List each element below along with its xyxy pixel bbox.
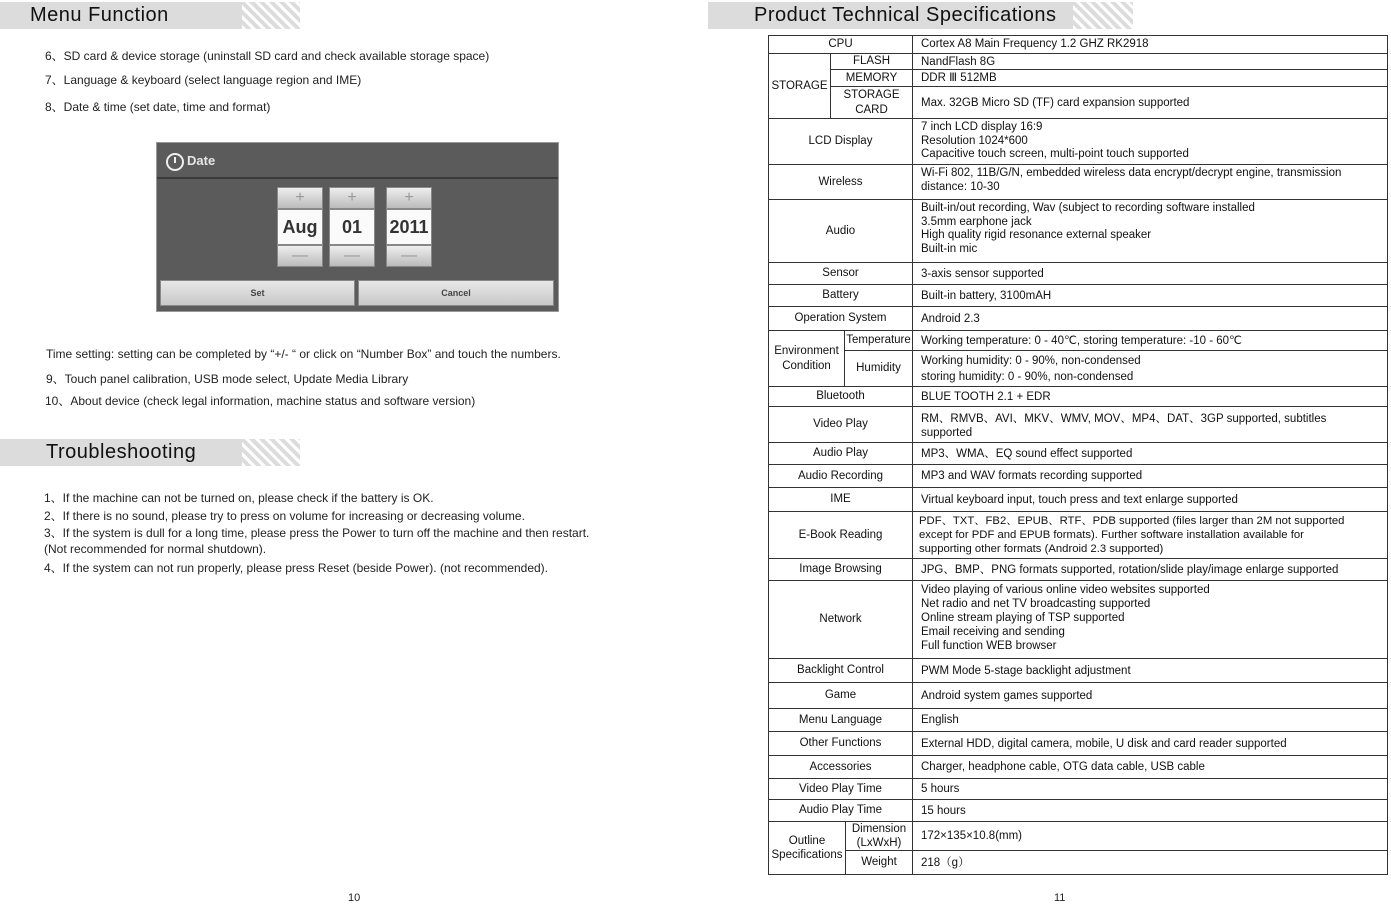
- spec-value-image: JPG、BMP、PNG formats supported, rotation/slide play/image enlarge supported: [912, 558, 1388, 581]
- spec-label-image: Image Browsing: [768, 558, 913, 581]
- spec-label-audio-time: Audio Play Time: [768, 799, 913, 822]
- spec-label-environment: Environment Condition: [768, 330, 845, 387]
- spec-value-accessories: Charger, headphone cable, OTG data cable, USB cable: [912, 755, 1388, 779]
- date-dialog: [156, 142, 559, 312]
- spec-value-humidity: Working humidity: 0 - 90%, non-condensed storing humidity: 0 - 90%, non-condensed: [912, 350, 1388, 387]
- spec-label-flash: FLASH: [830, 53, 913, 70]
- spec-value-audio: Built-in/out recording, Wav (subject to recording software installed 3.5mm earphone jack High quality rigid resonance external speaker Built-in mic: [912, 199, 1388, 263]
- spec-label-sensor: Sensor: [768, 262, 913, 285]
- menu-function-title: Menu Function: [30, 4, 169, 26]
- spec-label-humidity: Humidity: [844, 350, 913, 387]
- menu-item-10: 10、About device (check legal information, machine status and software version): [45, 394, 476, 408]
- set-button[interactable]: Set: [160, 280, 355, 306]
- spec-label-audio-play: Audio Play: [768, 442, 913, 465]
- menu-function-header: [0, 2, 300, 29]
- spec-label-audio-recording: Audio Recording: [768, 464, 913, 488]
- spec-label-ime: IME: [768, 487, 913, 512]
- spec-value-storage-card: Max. 32GB Micro SD (TF) card expansion supported: [912, 86, 1388, 119]
- spec-value-menu-language: English: [912, 708, 1388, 732]
- spec-label-video-time: Video Play Time: [768, 778, 913, 800]
- month-value[interactable]: Aug: [277, 209, 323, 245]
- spec-label-outline: Outline Specifications: [768, 821, 846, 875]
- spec-value-audio-recording: MP3 and WAV formats recording supported: [912, 464, 1388, 488]
- left-page: [0, 0, 690, 904]
- spec-label-ebook: E-Book Reading: [768, 511, 913, 559]
- spec-value-sensor: 3-axis sensor supported: [912, 262, 1388, 285]
- spec-label-wireless: Wireless: [768, 164, 913, 200]
- menu-item-8: 8、Date & time (set date, time and format): [45, 100, 271, 114]
- spec-label-dimension: Dimension (LxWxH): [845, 821, 913, 851]
- spec-value-dimension: 172×135×10.8(mm): [912, 821, 1388, 851]
- header-stripes: [242, 439, 300, 466]
- spec-label-weight: Weight: [845, 850, 913, 875]
- spec-value-flash: NandFlash 8G: [912, 53, 1388, 70]
- year-minus-button[interactable]: —: [386, 245, 432, 267]
- menu-item-7: 7、Language & keyboard (select language region and IME): [45, 73, 362, 87]
- page-number-left: 10: [348, 892, 361, 904]
- spec-label-memory: MEMORY: [830, 69, 913, 87]
- troubleshooting-header: [0, 439, 300, 466]
- spec-value-battery: Built-in battery, 3100mAH: [912, 284, 1388, 307]
- spec-value-wireless: Wi-Fi 802, 11B/G/N, embedded wireless data encrypt/decrypt engine, transmission distance: 10-30: [912, 164, 1388, 200]
- spec-label-cpu: CPU: [768, 35, 913, 54]
- day-picker: [329, 187, 375, 267]
- spec-value-cpu: Cortex A8 Main Frequency 1.2 GHZ RK2918: [912, 35, 1388, 54]
- spec-value-ebook: PDF、TXT、FB2、EPUB、RTF、PDB supported (files larger than 2M not supported except for PDF and EPUB formats). Further software installation available for supporting other formats (Android 2.3 supported): [912, 511, 1388, 559]
- spec-label-storage: STORAGE: [768, 53, 831, 119]
- spec-value-memory: DDR Ⅲ 512MB: [912, 69, 1388, 87]
- spec-table: [768, 35, 1388, 875]
- spec-label-game: Game: [768, 682, 913, 709]
- dialog-divider: [157, 177, 558, 179]
- day-minus-button[interactable]: —: [329, 245, 375, 267]
- specs-header: [708, 2, 1133, 29]
- spec-value-video: RM、RMVB、AVI、MKV、WMV, MOV、MP4、DAT、3GP supported, subtitles supported: [912, 406, 1388, 443]
- cancel-button[interactable]: Cancel: [358, 280, 554, 306]
- spec-value-bluetooth: BLUE TOOTH 2.1 + EDR: [912, 386, 1388, 407]
- menu-item-9: 9、Touch panel calibration, USB mode select, Update Media Library: [46, 372, 409, 386]
- time-setting-text: Time setting: setting can be completed by “+/- “ or click on “Number Box” and touch the numbers.: [46, 347, 561, 361]
- trouble-item-4: 4、If the system can not run properly, please press Reset (beside Power). (not recommended).: [44, 561, 549, 575]
- spec-label-network: Network: [768, 580, 913, 659]
- date-dialog-title: Date: [187, 153, 216, 168]
- spec-label-video: Video Play: [768, 406, 913, 443]
- header-stripes: [1073, 2, 1133, 29]
- page-number-right: 11: [1054, 892, 1066, 904]
- spec-label-lcd: LCD Display: [768, 118, 913, 165]
- spec-label-menu-language: Menu Language: [768, 708, 913, 732]
- year-value[interactable]: 2011: [386, 209, 432, 245]
- spec-label-audio: Audio: [768, 199, 913, 263]
- spec-value-backlight: PWM Mode 5-stage backlight adjustment: [912, 658, 1388, 683]
- spec-value-audio-play: MP3、WMA、EQ sound effect supported: [912, 442, 1388, 465]
- spec-label-backlight: Backlight Control: [768, 658, 913, 683]
- month-minus-button[interactable]: —: [277, 245, 323, 267]
- spec-value-game: Android system games supported: [912, 682, 1388, 709]
- header-stripes: [242, 2, 300, 29]
- spec-label-temperature: Temperature: [844, 330, 913, 351]
- spec-value-video-time: 5 hours: [912, 778, 1388, 800]
- spec-label-other-functions: Other Functions: [768, 731, 913, 756]
- month-plus-button[interactable]: +: [277, 187, 323, 209]
- trouble-item-3-note: (Not recommended for normal shutdown).: [44, 542, 267, 556]
- day-value[interactable]: 01: [329, 209, 375, 245]
- trouble-item-2: 2、If there is no sound, please try to press on volume for increasing or decreasing volume.: [44, 509, 525, 523]
- spec-value-weight: 218（g）: [912, 850, 1388, 875]
- troubleshooting-title: Troubleshooting: [46, 441, 197, 463]
- spec-value-other-functions: External HDD, digital camera, mobile, U disk and card reader supported: [912, 731, 1388, 756]
- spec-value-temperature: Working temperature: 0 - 40℃, storing temperature: -10 - 60℃: [912, 330, 1388, 351]
- trouble-item-1: 1、If the machine can not be turned on, please check if the battery is OK.: [44, 491, 434, 505]
- year-plus-button[interactable]: +: [386, 187, 432, 209]
- month-picker: [277, 187, 323, 267]
- spec-label-accessories: Accessories: [768, 755, 913, 779]
- spec-label-battery: Battery: [768, 284, 913, 307]
- day-plus-button[interactable]: +: [329, 187, 375, 209]
- spec-label-bluetooth: Bluetooth: [768, 386, 913, 407]
- clock-icon: [166, 153, 184, 171]
- right-page: [706, 0, 1391, 904]
- spec-value-audio-time: 15 hours: [912, 799, 1388, 822]
- spec-value-network: Video playing of various online video websites supported Net radio and net TV broadcasting supported Online stream playing of TSP supported Email receiving and sending Full function WEB browser: [912, 580, 1388, 659]
- spec-label-os: Operation System: [768, 306, 913, 331]
- menu-item-6: 6、SD card & device storage (uninstall SD card and check available storage space): [45, 49, 490, 63]
- spec-value-os: Android 2.3: [912, 306, 1388, 331]
- year-picker: [386, 187, 432, 267]
- specs-title: Product Technical Specifications: [754, 4, 1057, 26]
- spec-label-storage-card: STORAGE CARD: [830, 86, 913, 119]
- trouble-item-3: 3、If the system is dull for a long time, please press the Power to turn off the machine and then restart.: [44, 526, 590, 540]
- spec-value-lcd: 7 inch LCD display 16:9 Resolution 1024*600 Capacitive touch screen, multi-point touch supported: [912, 118, 1388, 165]
- spec-value-ime: Virtual keyboard input, touch press and text enlarge supported: [912, 487, 1388, 512]
